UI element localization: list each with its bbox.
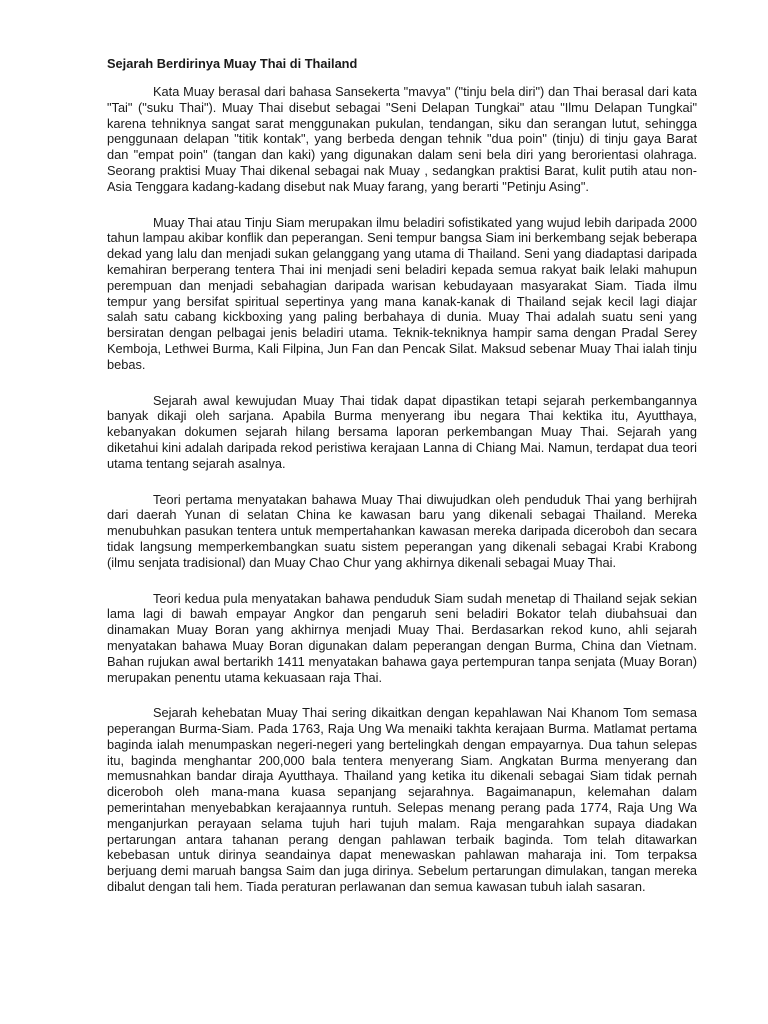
document-title: Sejarah Berdirinya Muay Thai di Thailand bbox=[107, 56, 358, 71]
paragraph-early-history: Sejarah awal kewujudan Muay Thai tidak dapat dipastikan tetapi sejarah perkembangannya banyak dikaji oleh sarjana. Apabila Burma menyerang ibu negara Thai kektika itu, Ayutthaya, kebanyakan dokumen sejarah hilang bersama laporan perkembangan Muay Thai. Sejarah yang diketahui kini adalah daripada rekod peristiwa kerajaan Lanna di Chiang Mai. Namun, terdapat dua teori utama tentang sejarah asalnya. bbox=[107, 392, 697, 471]
paragraph-first-theory: Teori pertama menyatakan bahawa Muay Thai diwujudkan oleh penduduk Thai yang berhijrah dari daerah Yunan di selatan China ke kawasan baru yang dikenali sebagai Thailand. Mereka menubuhkan pasukan tentera untuk mempertahankan kawasan mereka daripada diceroboh dan secara tidak langsung memperkembangkan suatu sistem peperangan yang dikenali sebagai Krabi Krabong (ilmu senjata tradisional) dan Muay Chao Chur yang akhirnya dikenali sebagai Muay Thai. bbox=[107, 491, 697, 570]
paragraph-etymology: Kata Muay berasal dari bahasa Sansekerta "mavya" ("tinju bela diri") dan Thai berasal dari kata "Tai" ("suku Thai"). Muay Thai disebut sebagai "Seni Delapan Tungkai" atau "Ilmu Delapan Tungkai" karena tehniknya sangat sarat menggunakan pukulan, tendangan, siku dan serangan lutut, sehingga penggunaan delapan "titik kontak", yang berbeda dengan tehnik "dua poin" (tinju) di tinju gaya Barat dan "empat poin" (tangan dan kaki) yang digunakan dalam seni bela diri yang berorientasi olahraga. Seorang praktisi Muay Thai dikenal sebagai nak Muay , sedangkan praktisi Barat, kulit putih atau non-Asia Tenggara kadang-kadang disebut nak Muay farang, yang berarti "Petinju Asing". bbox=[107, 84, 697, 194]
paragraph-tinju-siam: Muay Thai atau Tinju Siam merupakan ilmu beladiri sofistikated yang wujud lebih daripada 2000 tahun lampau akibar konflik dan peperangan. Seni tempur bangsa Siam ini berkembang sejak beberapa dekad yang lalu dan menjadi sukan gelanggang yang utama di Thailand. Seni yang diadaptasi daripada kemahiran berperang tentera Thai ini menjadi seni beladiri kepada semua rakyat baik lelaki mahupun perempuan dan menjadi sebahagian daripada warisan kebudayaan masyarakat Siam. Tiada ilmu tempur yang bersifat spiritual sepertinya yang mana kanak-kanak di Thailand sejak kecil lagi diajar salah satu cabang kickboxing yang paling berbahaya di dunia. Muay Thai adalah suatu seni yang bersiratan dengan pelbagai jenis beladiri utama. Teknik-tekniknya hampir sama dengan Pradal Serey Kemboja, Lethwei Burma, Kali Filpina, Jun Fan dan Pencak Silat. Maksud sebenar Muay Thai ialah tinju bebas. bbox=[107, 214, 697, 372]
paragraph-second-theory: Teori kedua pula menyatakan bahawa penduduk Siam sudah menetap di Thailand sejak sekian lama lagi di bawah empayar Angkor dan pengaruh seni beladiri Bokator telah diubahsuai dan dinamakan Muay Boran yang akhirnya menjadi Muay Thai. Berdasarkan rekod kuno, ahli sejarah menyatakan bahawa Muay Boran digunakan dalam peperangan dengan Burma, China dan Vietnam. Bahan rujukan awal bertarikh 1411 menyatakan bahawa gaya pertempuran tanpa senjata (Muay Boran) merupakan penentu utama kekuasaan raja Thai. bbox=[107, 590, 697, 685]
paragraph-nai-khanom-tom: Sejarah kehebatan Muay Thai sering dikaitkan dengan kepahlawan Nai Khanom Tom semasa peperangan Burma-Siam. Pada 1763, Raja Ung Wa menaiki takhta kerajaan Burma. Matlamat pertama baginda ialah menumpaskan negeri-negeri yang bertelingkah dengan empayarnya. Dua tahun selepas itu, baginda menghantar 200,000 bala tentera menyerang Siam. Angkatan Burma menyerang dan memusnahkan bandar diraja Ayutthaya. Thailand yang ketika itu dikenali sebagai Siam tidak pernah diceroboh oleh mana-mana kuasa sepanjang sejarahnya. Bagaimanapun, kelemahan dalam pemerintahan menyebabkan kerajaannya runtuh. Selepas menang perang pada 1774, Raja Ung Wa menganjurkan perayaan selama tujuh hari tujuh malam. Raja mengarahkan supaya diadakan pertarungan antara tahanan perang dengan pahlawan terbaik baginda. Tom telah ditawarkan kebebasan untuk dirinya seandainya dapat menewaskan pahlawan maharaja ini. Tom terpaksa berjuang demi maruah bangsa Saim dan juga dirinya. Sebelum pertarungan dimulakan, tangan mereka dibalut dengan tali hem. Tiada peraturan perlawanan dan semua kawasan tubuh ialah sasaran. bbox=[107, 705, 697, 895]
document-page bbox=[107, 56, 697, 915]
